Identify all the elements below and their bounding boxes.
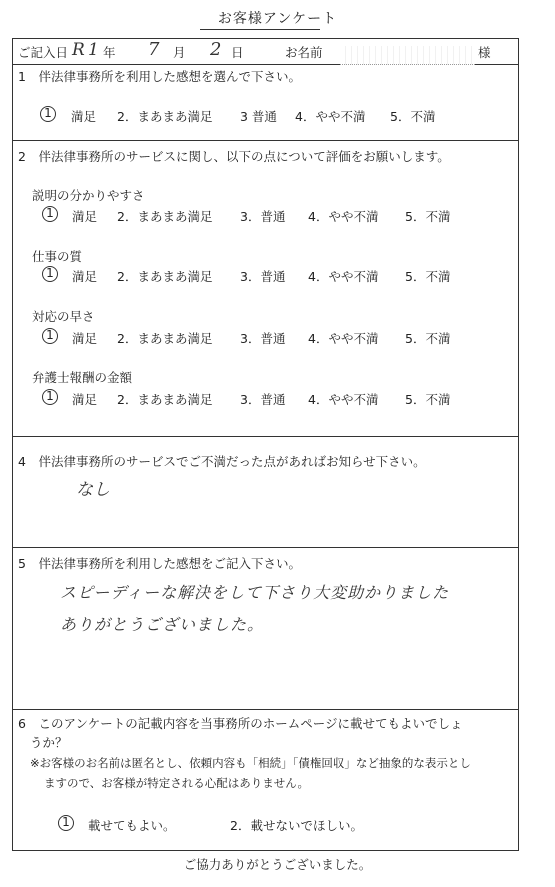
q2-item-option: 5．不満	[405, 269, 451, 284]
q2-item-option: 5．不満	[405, 392, 451, 407]
date-year-handwritten: 1	[88, 40, 99, 60]
q2-item-circled-choice: 1	[42, 266, 58, 282]
q5-question: 5 伴法律事務所を利用した感想をご記入下さい。	[18, 556, 301, 571]
q2-item-option: 満足	[72, 209, 98, 224]
q4-handwritten-answer: なし	[76, 480, 110, 500]
q2-item-option: 2．まあまあ満足	[117, 209, 213, 224]
divider-q4	[12, 547, 519, 548]
q2-item-option: 満足	[72, 392, 98, 407]
q6-circled-choice: 1	[58, 815, 74, 831]
q2-item-option: 4．やや不満	[308, 331, 379, 346]
q2-item-circled-choice: 1	[42, 328, 58, 344]
q2-item-label: 弁護士報酬の金額	[32, 370, 133, 385]
q2-item-option: 5．不満	[405, 209, 451, 224]
date-label: ご記入日	[18, 45, 69, 60]
q2-item-label: 説明の分かりやすさ	[32, 188, 145, 203]
date-era-handwritten: R	[72, 40, 85, 60]
q1-question: 1 伴法律事務所を利用した感想を選んで下さい。	[18, 69, 301, 84]
q6-question-line2: うか？	[30, 735, 68, 750]
q6-option-2: 2．載せないでほしい。	[230, 818, 363, 833]
title-underline	[200, 29, 320, 30]
q1-option-2: 2．まあまあ満足	[117, 109, 213, 124]
q1-option-1: 満足	[71, 109, 97, 124]
survey-title: お客様アンケート	[217, 11, 338, 27]
month-label: 月	[173, 45, 186, 60]
q5-handwritten-answer-line2: ありがとうございました。	[60, 615, 265, 634]
q2-item-option: 2．まあまあ満足	[117, 269, 213, 284]
divider-q5	[12, 709, 519, 710]
q6-note-line2: ますので、お客様が特定される心配はありません。	[44, 776, 309, 790]
q5-handwritten-answer-line1: スピーディーな解決をして下さり大変助かりました	[60, 583, 450, 602]
date-month-handwritten: 7	[148, 39, 160, 60]
year-label: 年	[103, 45, 116, 60]
divider-q2	[12, 436, 519, 437]
q1-option-5: 5．不満	[390, 109, 436, 124]
q2-item-option: 2．まあまあ満足	[117, 331, 213, 346]
q2-item-label: 仕事の質	[32, 249, 83, 264]
q2-item-option: 4．やや不満	[308, 209, 379, 224]
q2-item-option: 3．普通	[240, 209, 286, 224]
q2-item-label: 対応の早さ	[32, 309, 95, 324]
q6-question-line1: 6 このアンケートの記載内容を当事務所のホームページに載せてもよいでしょ	[18, 716, 463, 731]
divider-q1	[12, 140, 519, 141]
q2-item-option: 3．普通	[240, 331, 286, 346]
q2-item-option: 満足	[72, 269, 98, 284]
q2-item-circled-choice: 1	[42, 206, 58, 222]
q6-option-1: 載せてもよい。	[88, 818, 176, 833]
q2-item-option: 2．まあまあ満足	[117, 392, 213, 407]
q2-item-option: 4．やや不満	[308, 392, 379, 407]
q6-note-line1: ※お客様のお名前は匿名とし、依頼内容も「相続」「債権回収」など抽象的な表示とし	[30, 756, 471, 770]
q1-option-3: 3 普通	[240, 109, 277, 124]
honorific-label: 様	[478, 45, 491, 60]
q2-item-option: 5．不満	[405, 331, 451, 346]
date-day-handwritten: 2	[210, 39, 222, 60]
day-label: 日	[231, 45, 244, 60]
q2-item-option: 4．やや不満	[308, 269, 379, 284]
name-label: お名前	[285, 45, 323, 60]
q2-item-option: 3．普通	[240, 269, 286, 284]
redacted-name-field	[340, 46, 475, 65]
q2-item-circled-choice: 1	[42, 389, 58, 405]
footer-thanks: ご協力ありがとうございました。	[183, 857, 372, 872]
q2-item-option: 3．普通	[240, 392, 286, 407]
q1-option-4: 4．やや不満	[295, 109, 366, 124]
q1-circled-choice: 1	[40, 106, 56, 122]
q2-question: 2 伴法律事務所のサービスに関し、以下の点について評価をお願いします。	[18, 149, 450, 164]
q4-question: 4 伴法律事務所のサービスでご不満だった点があればお知らせ下さい。	[18, 454, 426, 469]
q2-item-option: 満足	[72, 331, 98, 346]
